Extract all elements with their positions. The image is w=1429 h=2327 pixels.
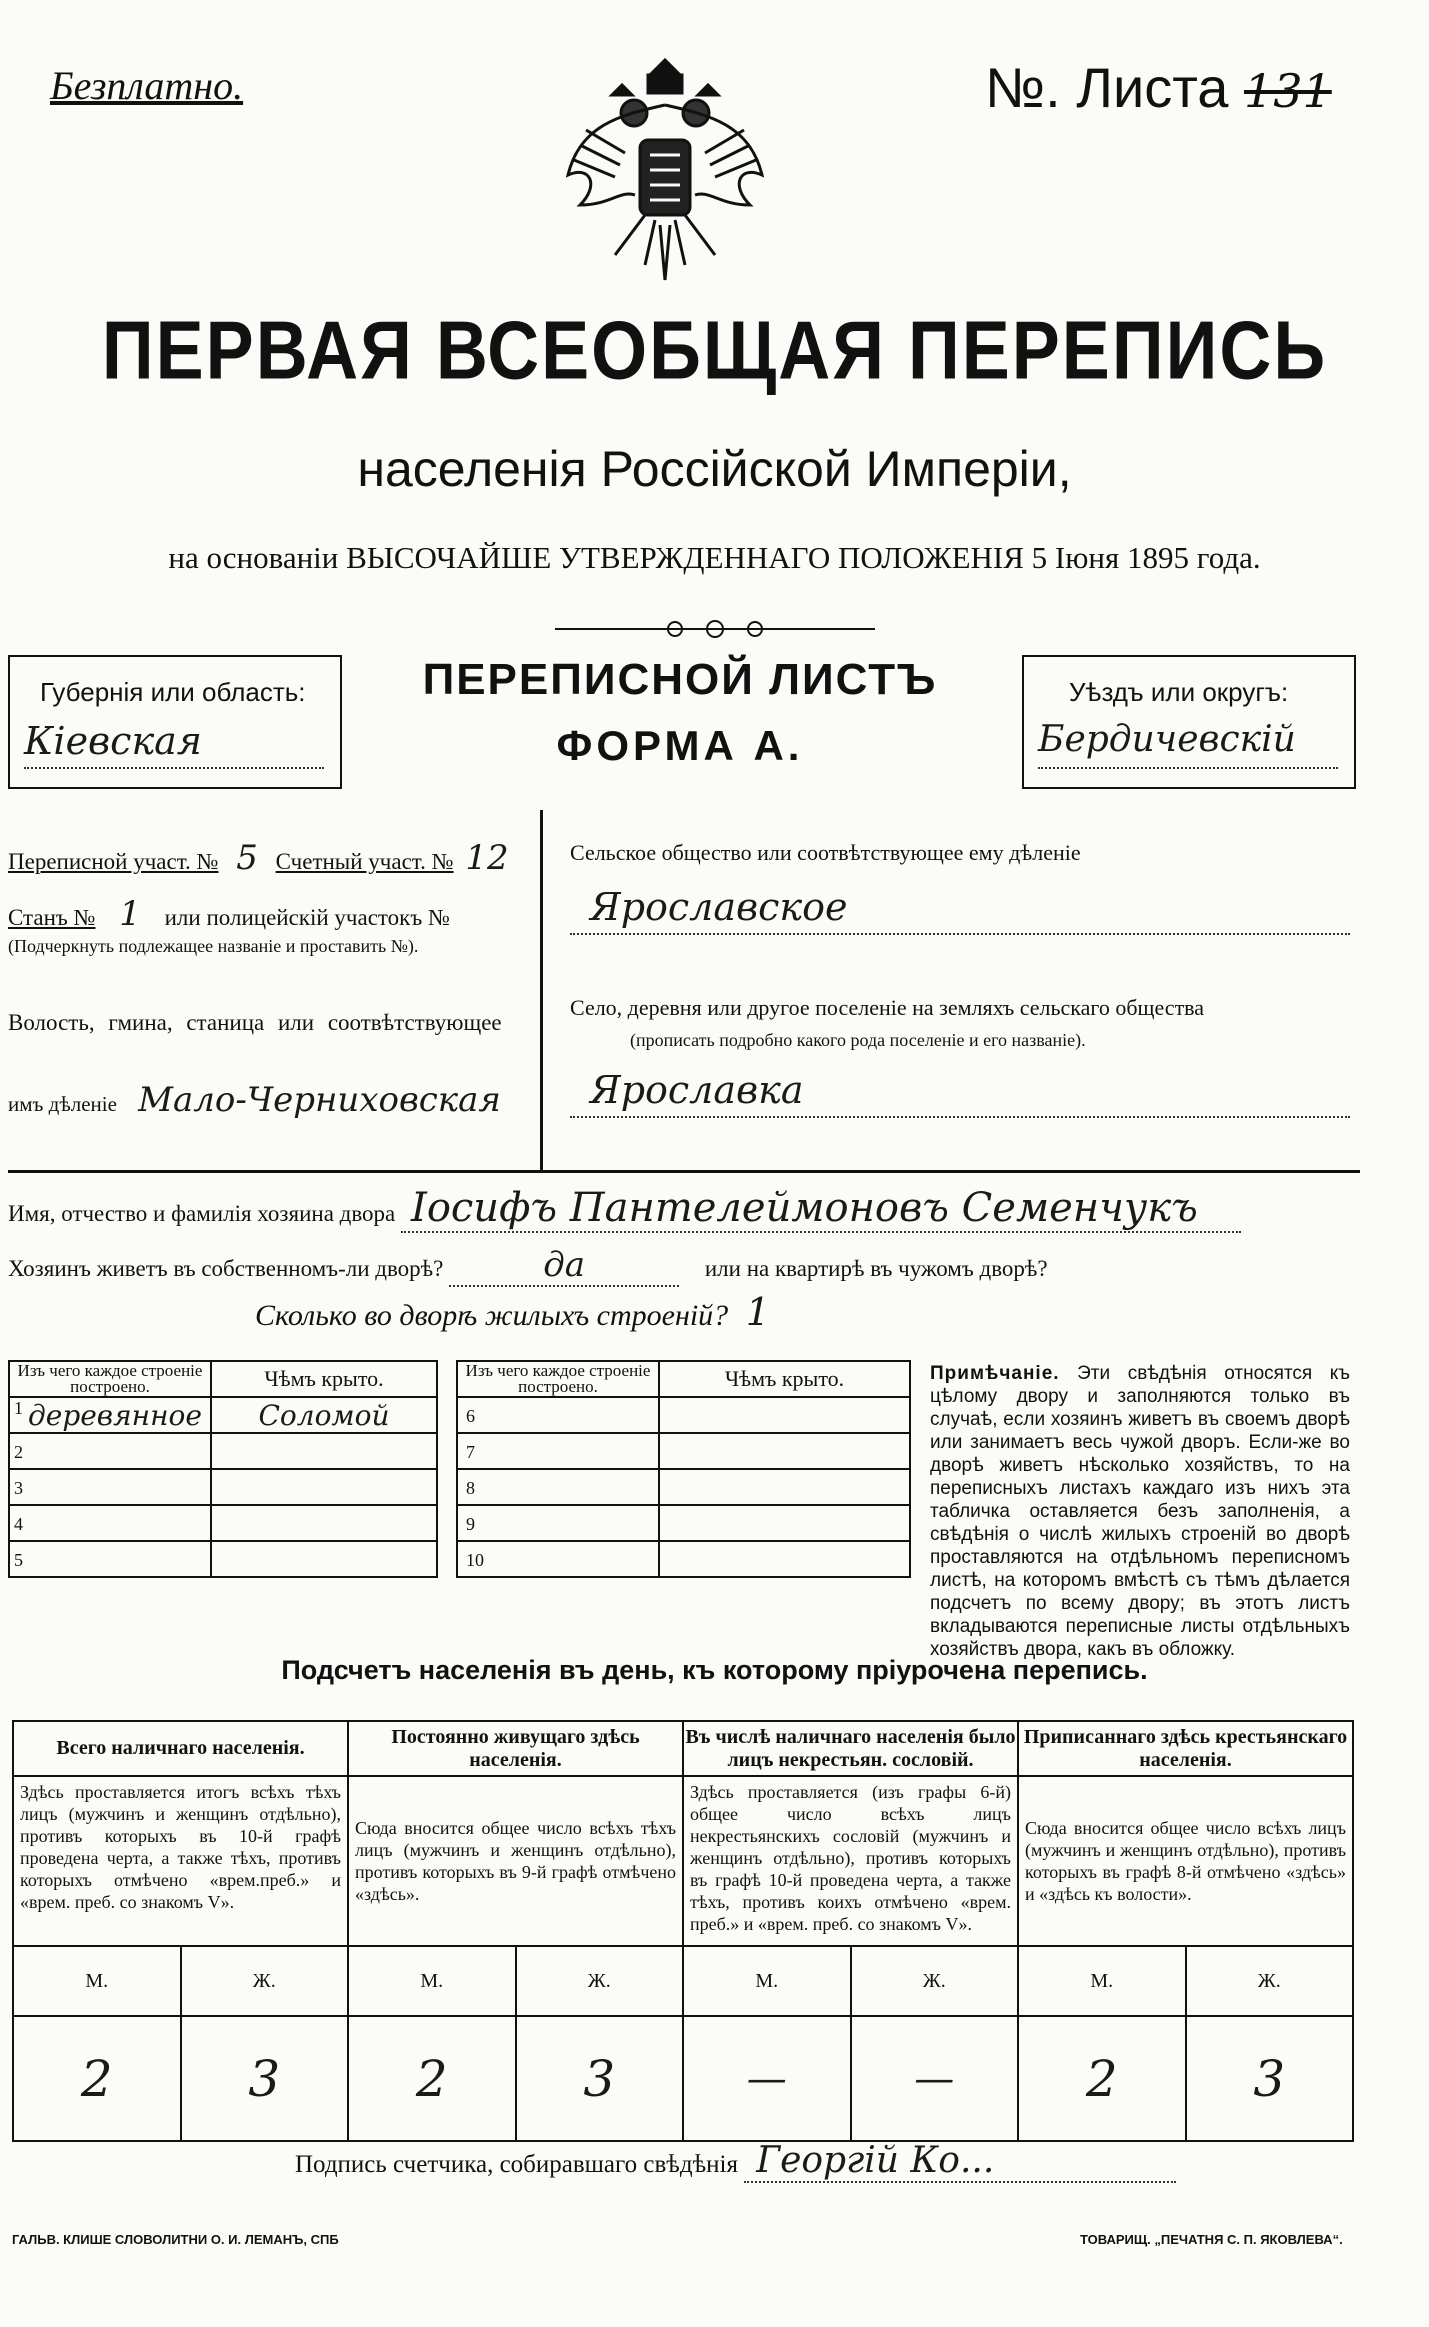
household-note [930,1362,1350,1661]
census-district-line [8,838,515,878]
male-label: М. [13,1946,181,2016]
col1-desc: Здѣсь проставляется итогъ всѣхъ тѣхъ лицъ (мужчинъ и женщинъ отдѣльно), противъ которыхъ въ 10-й графѣ проведена черта, а также тѣхъ, противъ которыхъ отмѣчено «врем.преб.» и «врем. преб. со знакомъ V». [13,1776,348,1946]
free-of-charge-label: Безплатно. [50,63,244,108]
buildings-count-label: Сколько во дворѣ жилыхъ строеній? [255,1299,729,1332]
count-district-label: Счетный участ. № [275,849,454,874]
location-divider [540,810,543,1170]
ornament-divider [555,618,875,640]
table-row: 8 [457,1469,910,1505]
census-district-value: 5 [236,838,258,878]
volost-line [8,1080,501,1120]
male-label: М. [1018,1946,1186,2016]
table-row: 9 [457,1505,910,1541]
gubernia-label: Губернія или область: [40,677,306,707]
buildings-table-left [8,1360,438,1578]
table-row: 5 [9,1541,437,1577]
volost-value: Мало-Черниховская [138,1080,501,1120]
buildings-table-right [456,1360,911,1578]
sheet-number-value: 131 [1243,64,1332,118]
sheet-number [985,55,1332,120]
resident-male-value: 2 [348,2016,516,2141]
peasant-male-value: 2 [1018,2016,1186,2141]
sheet-number-label: №. Листа [985,56,1229,119]
note-text: Эти свѣдѣнія относятся къ цѣлому двору и заполняются только въ случаѣ, если хозяинъ живетъ въ своемъ дворѣ или занимаетъ весь чужой дворъ. Если-же во дворѣ живетъ нѣсколько хозяйствъ, то на переписныхъ листахъ каждаго изъ нихъ эта табличка оставляется безъ заполненія, а свѣдѣнія о числѣ жилыхъ строеній во дворѣ проставляются на отдѣльномъ переписномъ листѣ, на которомъ вмѣстѣ съ тѣмъ дѣлается подсчетъ по всему двору; въ этотъ листъ вкладываются переписные листы отдѣльныхъ хозяйствъ двора, какъ въ обложку. [930,1363,1350,1660]
stan-note: (Подчеркнуть подлежащее названіе и проставить №). [8,936,419,956]
owner-name-value: Іосифъ Пантелеймоновъ Семенчукъ [401,1185,1241,1233]
legal-basis-line: на основаніи ВЫСОЧАЙШЕ УТВЕРЖДЕННАГО ПОЛОЖЕНІЯ 5 Іюня 1895 года. [168,540,1261,575]
buildings-count-line [255,1290,770,1334]
nonpeasant-female-value: — [851,2016,1019,2141]
form-title: ПЕРЕПИСНОЙ ЛИСТЪ [422,655,938,704]
enumerator-signature: Георгій Ко... [744,2140,1176,2183]
col2-head: Постоянно живущаго здѣсь населенія. [348,1721,683,1776]
location-left-block [8,830,528,1170]
volost-label: Волость, гмина, станица или соотвѣтствующее [8,1010,502,1035]
owner-residence-label: Хозяинъ живетъ въ собственномъ-ли дворѣ? [8,1256,444,1281]
col-roof-head: Чѣмъ крыто. [659,1361,910,1397]
stan-value: 1 [119,894,141,934]
census-district-label: Переписной участ. № [8,849,219,874]
gubernia-box [8,655,342,789]
col3-head: Въ числѣ наличнаго населенія было лицъ некрестьян. сословій. [683,1721,1018,1776]
col-material-head: Изъ чего каждое строеніе построено. [457,1361,659,1397]
uezd-value: Бердичевскій [1038,719,1338,769]
total-male-value: 2 [13,2016,181,2141]
owner-residence-value: да [449,1245,679,1287]
table-row: 7 [457,1433,910,1469]
table-row: 3 [9,1469,437,1505]
roof-value: Соломой [211,1397,437,1433]
uezd-label: Уѣздъ или округъ: [1069,677,1289,707]
census-title: ПЕРВАЯ ВСЕОБЩАЯ ПЕРЕПИСЬ [101,305,1328,397]
village-note: (прописать подробно какого рода поселеніе и его названіе). [630,1030,1086,1050]
footer-right: ТОВАРИЩ. „ПЕЧАТНЯ С. П. ЯКОВЛЕВА“. [1080,2232,1343,2247]
village-value: Ярославка [570,1068,1350,1118]
col1-head: Всего наличнаго населенія. [13,1721,348,1776]
male-label: М. [683,1946,851,2016]
footer-left: ГАЛЬВ. КЛИШЕ СЛОВОЛИТНИ О. И. ЛЕМАНЪ, СПБ [12,2232,339,2247]
stan-label: Станъ № [8,905,96,930]
population-count-table [12,1720,1354,2142]
buildings-count-value: 1 [745,1290,770,1334]
total-female-value: 3 [181,2016,349,2141]
col2-desc: Сюда вносится общее число всѣхъ тѣхъ лицъ (мужчинъ и женщинъ отдѣльно), противъ которыхъ въ 9-й графѣ отмѣчено «здѣсь». [348,1776,683,1946]
col-material-head: Изъ чего каждое строеніе построено. [9,1361,211,1397]
nonpeasant-male-value: — [683,2016,851,2141]
material-value: деревянное [28,1398,202,1432]
count-district-value: 12 [465,838,509,878]
female-label: Ж. [851,1946,1019,2016]
resident-female-value: 3 [516,2016,684,2141]
form-subtitle: ФОРМА А. [556,722,804,769]
section-rule [8,1170,1360,1173]
note-head: Примѣчаніе. [930,1363,1060,1384]
peasant-female-value: 3 [1186,2016,1354,2141]
volost-label-2: имъ дѣленіе [8,1092,117,1116]
col4-desc: Сюда вносится общее число всѣхъ лицъ (мужчинъ и женщинъ отдѣльно), противъ которыхъ въ графѣ 8-й отмѣчено «здѣсь» и «здѣсь къ волости». [1018,1776,1353,1946]
male-label: М. [348,1946,516,2016]
table-row: 4 [9,1505,437,1541]
rented-label: или на квартирѣ въ чужомъ дворѣ? [704,1256,1048,1281]
female-label: Ж. [181,1946,349,2016]
police-label: или полицейскій участокъ № [164,905,450,930]
owner-name-label: Имя, отчество и фамилія хозяина двора [8,1201,396,1226]
location-right-block [570,830,1360,1170]
table-row: 10 [457,1541,910,1577]
female-label: Ж. [1186,1946,1354,2016]
gubernia-value: Кіевская [24,719,324,769]
col4-head: Приписаннаго здѣсь крестьянскаго населенія. [1018,1721,1353,1776]
signature-line [295,2140,1176,2183]
census-subtitle: населенія Россійской Имперіи, [357,441,1072,497]
society-label: Сельское общество или соотвѣтствующее ему дѣленіе [570,840,1081,865]
village-label: Село, деревня или другое поселеніе на земляхъ сельскаго общества [570,995,1205,1020]
female-label: Ж. [516,1946,684,2016]
owner-residence-line [8,1245,1048,1287]
owner-name-line [8,1185,1358,1233]
table-row: 6 [457,1397,910,1433]
col-roof-head: Чѣмъ крыто. [211,1361,437,1397]
uezd-box [1022,655,1356,789]
stan-line [8,894,450,934]
table-row: 2 [9,1433,437,1469]
signature-label: Подпись счетчика, собиравшаго свѣдѣнія [295,2151,738,2178]
count-section-title: Подсчетъ населенія въ день, къ которому пріурочена перепись. [281,1655,1148,1685]
society-value: Ярославское [570,885,1350,935]
table-row: 1 деревянное Соломой [9,1397,437,1433]
imperial-eagle-emblem [560,55,770,290]
col3-desc: Здѣсь проставляется (изъ графы 6-й) общее число всѣхъ лицъ некрестьянскихъ сословій (мужчинъ и женщинъ отдѣльно), противъ которыхъ въ графѣ 10-й проведена черта, а также тѣхъ, противъ коихъ отмѣчено «врем. преб.» и «врем. преб. со знакомъ V». [683,1776,1018,1946]
